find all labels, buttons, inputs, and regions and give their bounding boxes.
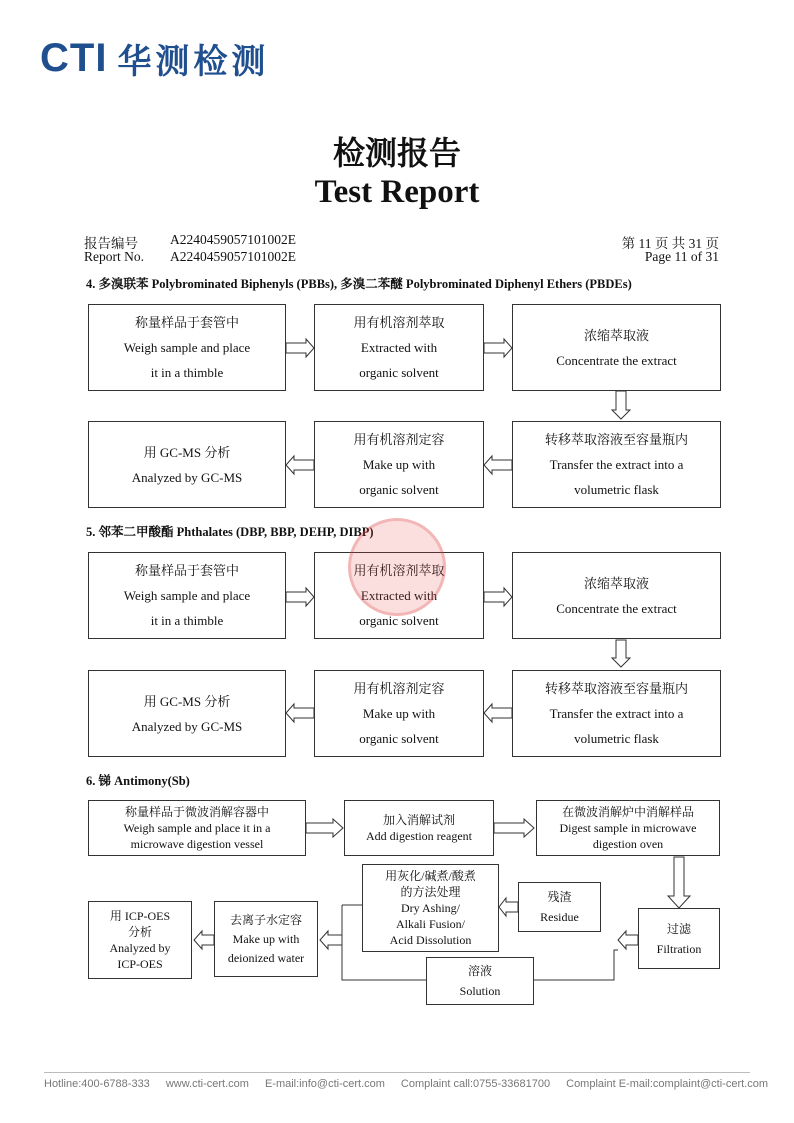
flow-step-dry-ashing	[362, 864, 499, 952]
step-en: organic solvent	[359, 613, 439, 628]
step-cn: 的方法处理	[400, 885, 461, 899]
step-cn: 加入消解试剂	[382, 813, 455, 827]
step-en: organic solvent	[359, 482, 439, 497]
step-en: digestion oven	[592, 837, 664, 851]
logo-chinese-name: 华测检测	[117, 41, 270, 82]
step-cn: 溶液	[467, 964, 492, 978]
arrow-left	[618, 931, 638, 949]
flow-step-icp-oes	[88, 901, 192, 979]
step-cn: 用有机溶剂萃取	[353, 563, 445, 578]
step-en: Dry Ashing/	[400, 901, 460, 915]
step-cn: 在微波消解炉中消解样品	[561, 805, 694, 819]
flow-step-analyze	[88, 670, 286, 757]
step-en: Filtration	[656, 941, 702, 956]
step-cn: 残渣	[547, 890, 572, 904]
report-no-label-cn: 报告编号	[84, 236, 138, 251]
footer-complaint-email: Complaint E-mail:complaint@cti-cert.com	[566, 1078, 769, 1090]
step-cn: 用有机溶剂萃取	[353, 315, 445, 330]
step-en: it in a thimble	[150, 365, 224, 380]
page-number-en: Page 11 of 31	[644, 249, 719, 264]
flow-step-transfer	[512, 421, 721, 508]
step-en: deionized water	[227, 950, 305, 965]
step-en: Weigh sample and place	[123, 588, 251, 603]
flow-step-make-up	[314, 670, 484, 757]
step-en: Digest sample in microwave	[559, 821, 697, 835]
arrow-right	[494, 819, 534, 837]
report-no-value-en: A2240459057101002E	[170, 249, 296, 264]
step-cn: 称量样品于微波消解容器中	[124, 805, 269, 819]
section-5-heading: 5. 邻苯二甲酸酯 Phthalates (DBP, BBP, DEHP, DIBP)	[86, 525, 374, 539]
step-cn: 用 GC-MS 分析	[143, 444, 231, 460]
step-en: Acid Dissolution	[389, 933, 472, 947]
flow-step-weigh-sample	[88, 304, 286, 391]
report-no-value-cn: A2240459057101002E	[170, 232, 296, 247]
step-en: Concentrate the extract	[556, 600, 677, 616]
logo-brand: CTI	[40, 35, 108, 80]
step-en: Weigh sample and place it in a	[123, 821, 271, 835]
arrow-right	[306, 819, 343, 837]
flow-step-extract	[314, 304, 484, 391]
arrow-down	[668, 857, 690, 908]
page-number-cn: 第 11 页 共 31 页	[621, 236, 719, 251]
arrow-left	[320, 931, 342, 949]
stamp-watermark	[348, 518, 446, 616]
arrow-left	[286, 456, 314, 474]
step-cn: 用 GC-MS 分析	[143, 693, 231, 709]
step-cn: 转移萃取溶液至容量瓶内	[544, 681, 688, 696]
arrow-right	[484, 339, 512, 357]
step-en: it in a thimble	[150, 613, 224, 628]
title-english: Test Report	[314, 174, 480, 210]
step-cn: 去离子水定容	[229, 912, 302, 927]
footer-hotline: Hotline:400-6788-333	[44, 1078, 150, 1090]
flow-step-transfer	[512, 670, 721, 757]
arrow-right	[484, 588, 512, 606]
arrow-left	[194, 931, 214, 949]
section-6-heading: 6. 锑 Antimony(Sb)	[86, 774, 190, 788]
step-en: Analyzed by GC-MS	[131, 718, 243, 734]
connector-line	[534, 950, 618, 980]
step-en: Weigh sample and place	[123, 340, 251, 355]
footer-email: E-mail:info@cti-cert.com	[264, 1078, 385, 1090]
flow-step-weigh-sample	[88, 800, 306, 856]
flow-step-analyze	[88, 421, 286, 508]
arrow-left	[484, 704, 512, 722]
arrow-down	[612, 391, 630, 419]
step-en: Solution	[459, 984, 501, 998]
step-cn: 过滤	[666, 921, 691, 936]
step-en: Make up with	[362, 706, 436, 721]
step-en: Transfer the extract into a	[549, 457, 684, 472]
footer-complaint-call: Complaint call:0755-33681700	[400, 1078, 551, 1090]
footer	[44, 1078, 769, 1090]
flow-step-add-reagent	[344, 800, 494, 856]
step-cn: 转移萃取溶液至容量瓶内	[544, 432, 688, 447]
step-cn: 用 ICP-OES	[109, 909, 171, 923]
title-chinese: 检测报告	[332, 134, 461, 172]
step-cn: 浓缩萃取液	[583, 327, 649, 343]
flow-step-residue	[518, 882, 601, 932]
step-en: Analyzed by	[109, 941, 171, 955]
step-cn: 用灰化/碱煮/酸煮	[385, 869, 476, 883]
footer-divider	[44, 1072, 750, 1073]
report-no-label-en: Report No.	[84, 249, 144, 264]
arrow-right	[286, 339, 314, 357]
step-cn: 浓缩萃取液	[583, 575, 649, 591]
step-en: organic solvent	[359, 365, 439, 380]
flow-step-make-up	[314, 421, 484, 508]
step-en: volumetric flask	[574, 731, 659, 746]
flow-step-weigh-sample	[88, 552, 286, 639]
step-en: volumetric flask	[574, 482, 659, 497]
flow-step-deionized-water	[214, 901, 318, 977]
flow-step-filtration	[638, 908, 720, 969]
flow-step-digest	[536, 800, 720, 856]
step-en: Residue	[540, 910, 579, 924]
step-cn: 分析	[127, 925, 152, 939]
footer-website: www.cti-cert.com	[165, 1078, 249, 1090]
arrow-left	[286, 704, 314, 722]
step-en: Make up with	[232, 931, 300, 946]
step-en: Concentrate the extract	[556, 352, 677, 368]
step-cn: 用有机溶剂定容	[353, 681, 445, 696]
arrow-left	[499, 898, 518, 916]
step-en: Alkali Fusion/	[395, 917, 465, 931]
step-en: Analyzed by GC-MS	[131, 469, 243, 485]
step-cn: 用有机溶剂定容	[353, 432, 445, 447]
step-en: organic solvent	[359, 731, 439, 746]
step-en: Add digestion reagent	[366, 829, 472, 843]
step-en: microwave digestion vessel	[130, 837, 264, 851]
section-4-heading: 4. 多溴联苯 Polybrominated Biphenyls (PBBs), 多溴二苯醚 Polybrominated Diphenyl Ethers (PBDEs)	[86, 277, 632, 291]
arrow-left	[484, 456, 512, 474]
step-cn: 称量样品于套管中	[134, 563, 239, 578]
flow-step-concentrate	[512, 552, 721, 639]
flow-step-solution	[426, 957, 534, 1005]
step-en: Make up with	[362, 457, 436, 472]
step-en: ICP-OES	[117, 957, 163, 971]
step-en: Transfer the extract into a	[549, 706, 684, 721]
arrow-right	[286, 588, 314, 606]
step-en: Extracted with	[360, 340, 438, 355]
step-en: Extracted with	[360, 588, 438, 603]
flow-step-concentrate	[512, 304, 721, 391]
arrow-down	[612, 640, 630, 667]
step-cn: 称量样品于套管中	[134, 315, 239, 330]
